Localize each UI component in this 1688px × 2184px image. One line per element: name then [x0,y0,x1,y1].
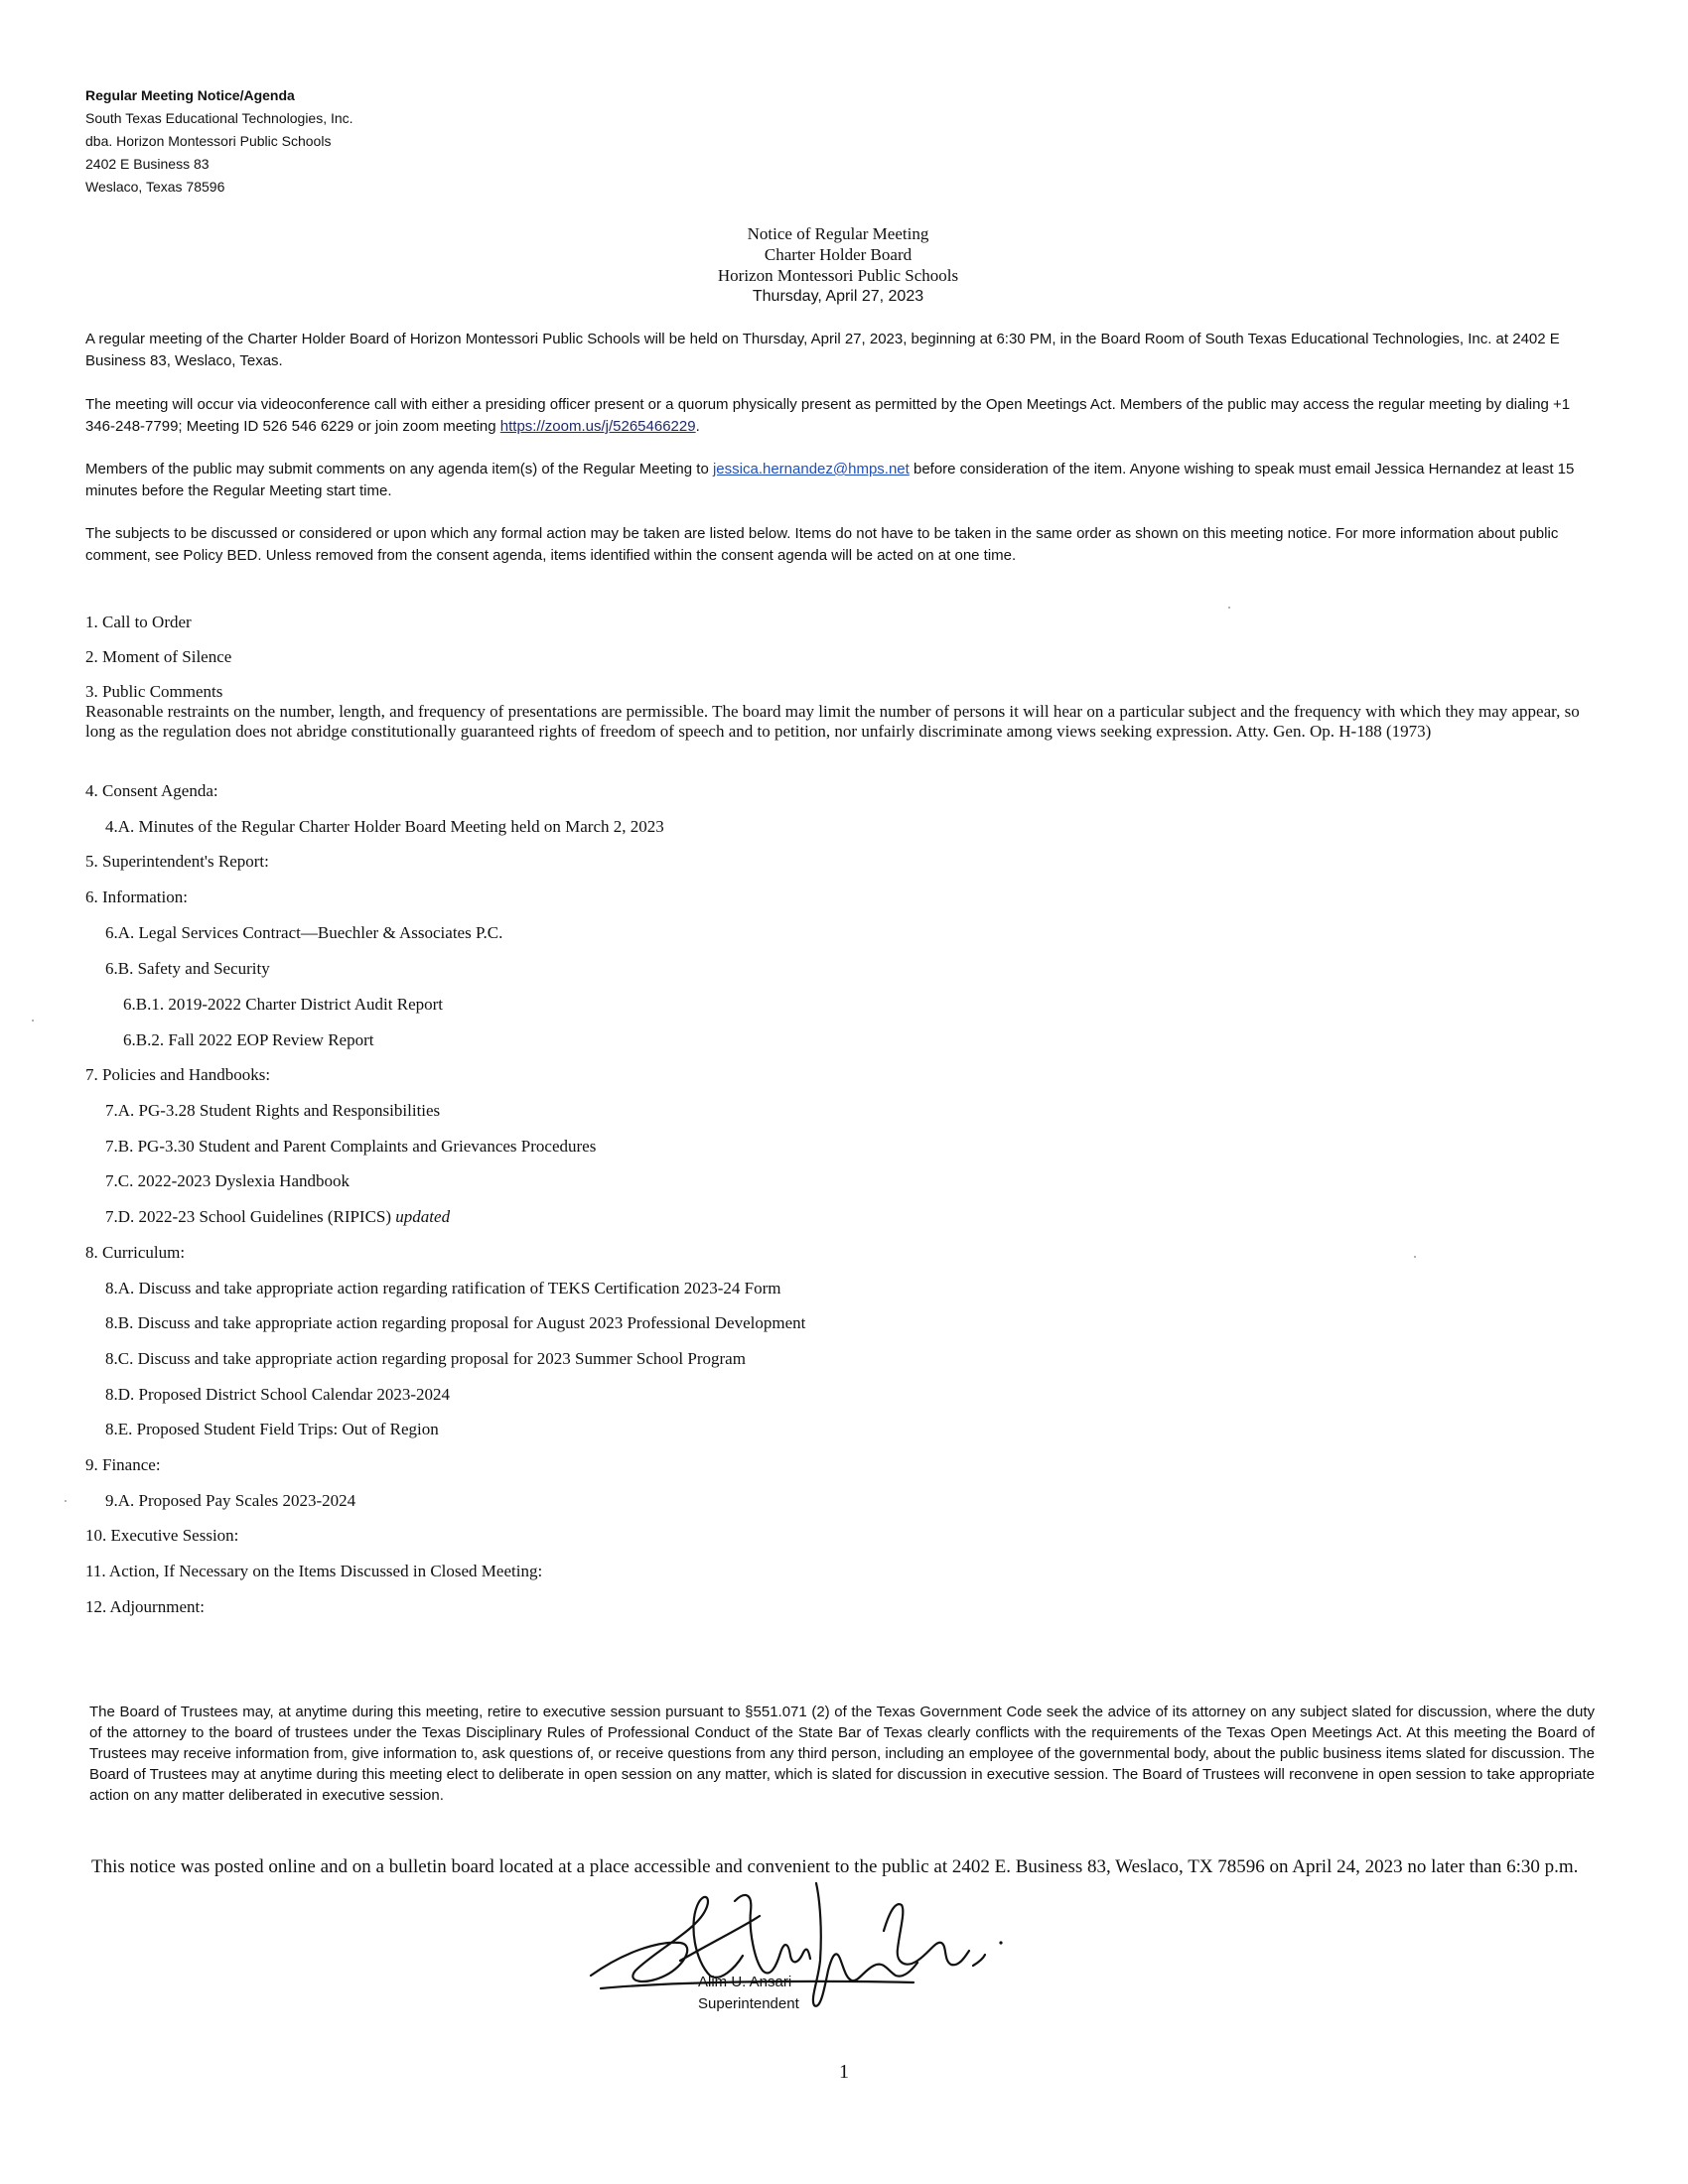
scan-speck [1414,1256,1416,1258]
intro-p2-end: . [695,418,700,435]
executive-session-note: The Board of Trustees may, at anytime during this meeting, retire to executive session pursuant to §551.071 (2) of the Texas Government Code seek the advice of its attorney on any subject slated for discussion, where the duty of the attorney to the board of trustees under the Texas Disciplinary Rules of Professional Conduct of the State Bar of Texas clearly conflicts with the requirements of the Texas Open Meetings Act. At this meeting the Board of Trustees may receive information from, give information to, ask questions of, or receive questions from any third person, including an employee of the governmental body, about the public business items slated for discussion. The Board of Trustees may at anytime during this meeting elect to deliberate in open session on any matter, which is slated for discussion in executive session. The Board of Trustees will reconvene in open session to take appropriate action on any matter deliberated in executive session. [89,1704,1595,1804]
public-comments-description: Reasonable restraints on the number, length, and frequency of presentations are permissible. The board may limit the number of persons it will hear on a particular subject and the frequency with which they may appear, so long as the regulation does not abridge constitutionally guaranteed rights of freedom of speech and to petition, nor unfairly discriminate among views seeking expression. Atty. Gen. Op. H-188 (1973) [85,702,1580,741]
org-address-line2: Weslaco, Texas 78596 [85,179,225,195]
email-link[interactable]: jessica.hernandez@hmps.net [712,461,910,478]
agenda-item: 12. Adjournment: [85,1597,205,1616]
agenda-subitem: 6.B. Safety and Security [105,959,270,978]
agenda-subitem: 7.A. PG-3.28 Student Rights and Responsibilities [105,1101,441,1120]
agenda-subsubitem: 6.B.2. Fall 2022 EOP Review Report [123,1030,374,1049]
agenda-item: 7. Policies and Handbooks: [85,1065,271,1084]
intro-paragraph-3 [85,459,1595,502]
meeting-heading [0,223,1676,307]
agenda-item: 11. Action, If Necessary on the Items Discussed in Closed Meeting: [85,1562,543,1580]
agenda-subitem: 4.A. Minutes of the Regular Charter Holder Board Meeting held on March 2, 2023 [105,817,664,836]
agenda-subitem: 8.E. Proposed Student Field Trips: Out of Region [105,1420,439,1438]
agenda-subitem: 7.B. PG-3.30 Student and Parent Complaints and Grievances Procedures [105,1137,597,1156]
letterhead [85,84,681,199]
agenda-item: 3. Public Comments [85,682,223,701]
signer-title: Superintendent [698,1995,799,2012]
notice-title: Regular Meeting Notice/Agenda [85,87,295,103]
updated-note: updated [395,1207,451,1226]
zoom-link[interactable]: https://zoom.us/j/5265466229 [499,418,696,435]
agenda-subitem: 8.B. Discuss and take appropriate action regarding proposal for August 2023 Professional Development [105,1313,806,1332]
intro-p2-text: The meeting will occur via videoconference call with either a presiding officer present or a quorum physically present as permitted by the Open Meetings Act. Members of the public may access the regular meeting by dialing +1 346-248-7799; Meeting ID 526 546 6229 or join zoom meeting [85,396,1571,435]
heading-line2: Charter Holder Board [764,245,913,264]
agenda-subitem [105,1207,450,1227]
agenda-subitem: 6.A. Legal Services Contract—Buechler & Associates P.C. [105,923,503,942]
heading-line3: Horizon Montessori Public Schools [717,266,959,285]
org-name: South Texas Educational Technologies, Inc. [85,110,353,126]
agenda-item: 10. Executive Session: [85,1526,239,1545]
intro-paragraph-4: The subjects to be discussed or considered or upon which any formal action may be taken are listed below. Items do not have to be taken in the same order as shown on this meeting notice. For more information about public comment, see Policy BED. Unless removed from the consent agenda, items identified within the consent agenda will be acted on at one time. [85,525,1559,564]
signer-block [698,1972,799,2015]
agenda-subitem: 9.A. Proposed Pay Scales 2023-2024 [105,1491,356,1510]
agenda-item: 5. Superintendent's Report: [85,852,269,871]
intro-p3-end: before consideration of the item. Anyone wishing to speak must email Jessica Hernandez at least 15 minutes before the Regular Meeting start time. [85,461,1575,499]
agenda-subitem: 7.C. 2022-2023 Dyslexia Handbook [105,1171,351,1190]
agenda-item: 2. Moment of Silence [85,647,232,666]
org-address-line1: 2402 E Business 83 [85,156,210,172]
agenda-subsubitem: 6.B.1. 2019-2022 Charter District Audit Report [123,995,444,1014]
page-number: 1 [839,2061,849,2083]
agenda-item: 9. Finance: [85,1455,161,1474]
agenda-subitem: 8.A. Discuss and take appropriate action regarding ratification of TEKS Certification 2023-24 Form [105,1279,781,1297]
agenda-item: 4. Consent Agenda: [85,781,218,800]
intro-paragraph-1: A regular meeting of the Charter Holder Board of Horizon Montessori Public Schools will be held on Thursday, April 27, 2023, beginning at 6:30 PM, in the Board Room of South Texas Educational Technologies, Inc. at 2402 E Business 83, Weslaco, Texas. [85,331,1560,369]
posted-notice: This notice was posted online and on a bulletin board located at a place accessible and convenient to the public at 2402 E. Business 83, Weslaco, TX 78596 on April 24, 2023 no later than 6:30 p.m. [91,1856,1579,1877]
agenda-item: 6. Information: [85,887,188,906]
scan-speck [65,1500,67,1502]
agenda-subitem-text: 7.D. 2022-23 School Guidelines (RIPICS) [105,1207,392,1226]
agenda-subitem: 8.C. Discuss and take appropriate action regarding proposal for 2023 Summer School Program [105,1349,746,1368]
agenda-subitem: 8.D. Proposed District School Calendar 2023-2024 [105,1385,451,1404]
signer-name: Alim U. Ansari [698,1974,792,1990]
intro-paragraph-2 [85,394,1595,438]
agenda-item: 1. Call to Order [85,613,192,631]
signature-scribble [586,1871,1082,2010]
heading-date: Thursday, April 27, 2023 [752,288,924,305]
scan-speck [32,1020,34,1022]
scan-speck [1228,607,1230,609]
agenda-item: 8. Curriculum: [85,1243,186,1262]
org-dba: dba. Horizon Montessori Public Schools [85,133,332,149]
heading-line1: Notice of Regular Meeting [747,224,929,243]
intro-p3-text: Members of the public may submit comments on any agenda item(s) of the Regular Meeting to [85,461,713,478]
